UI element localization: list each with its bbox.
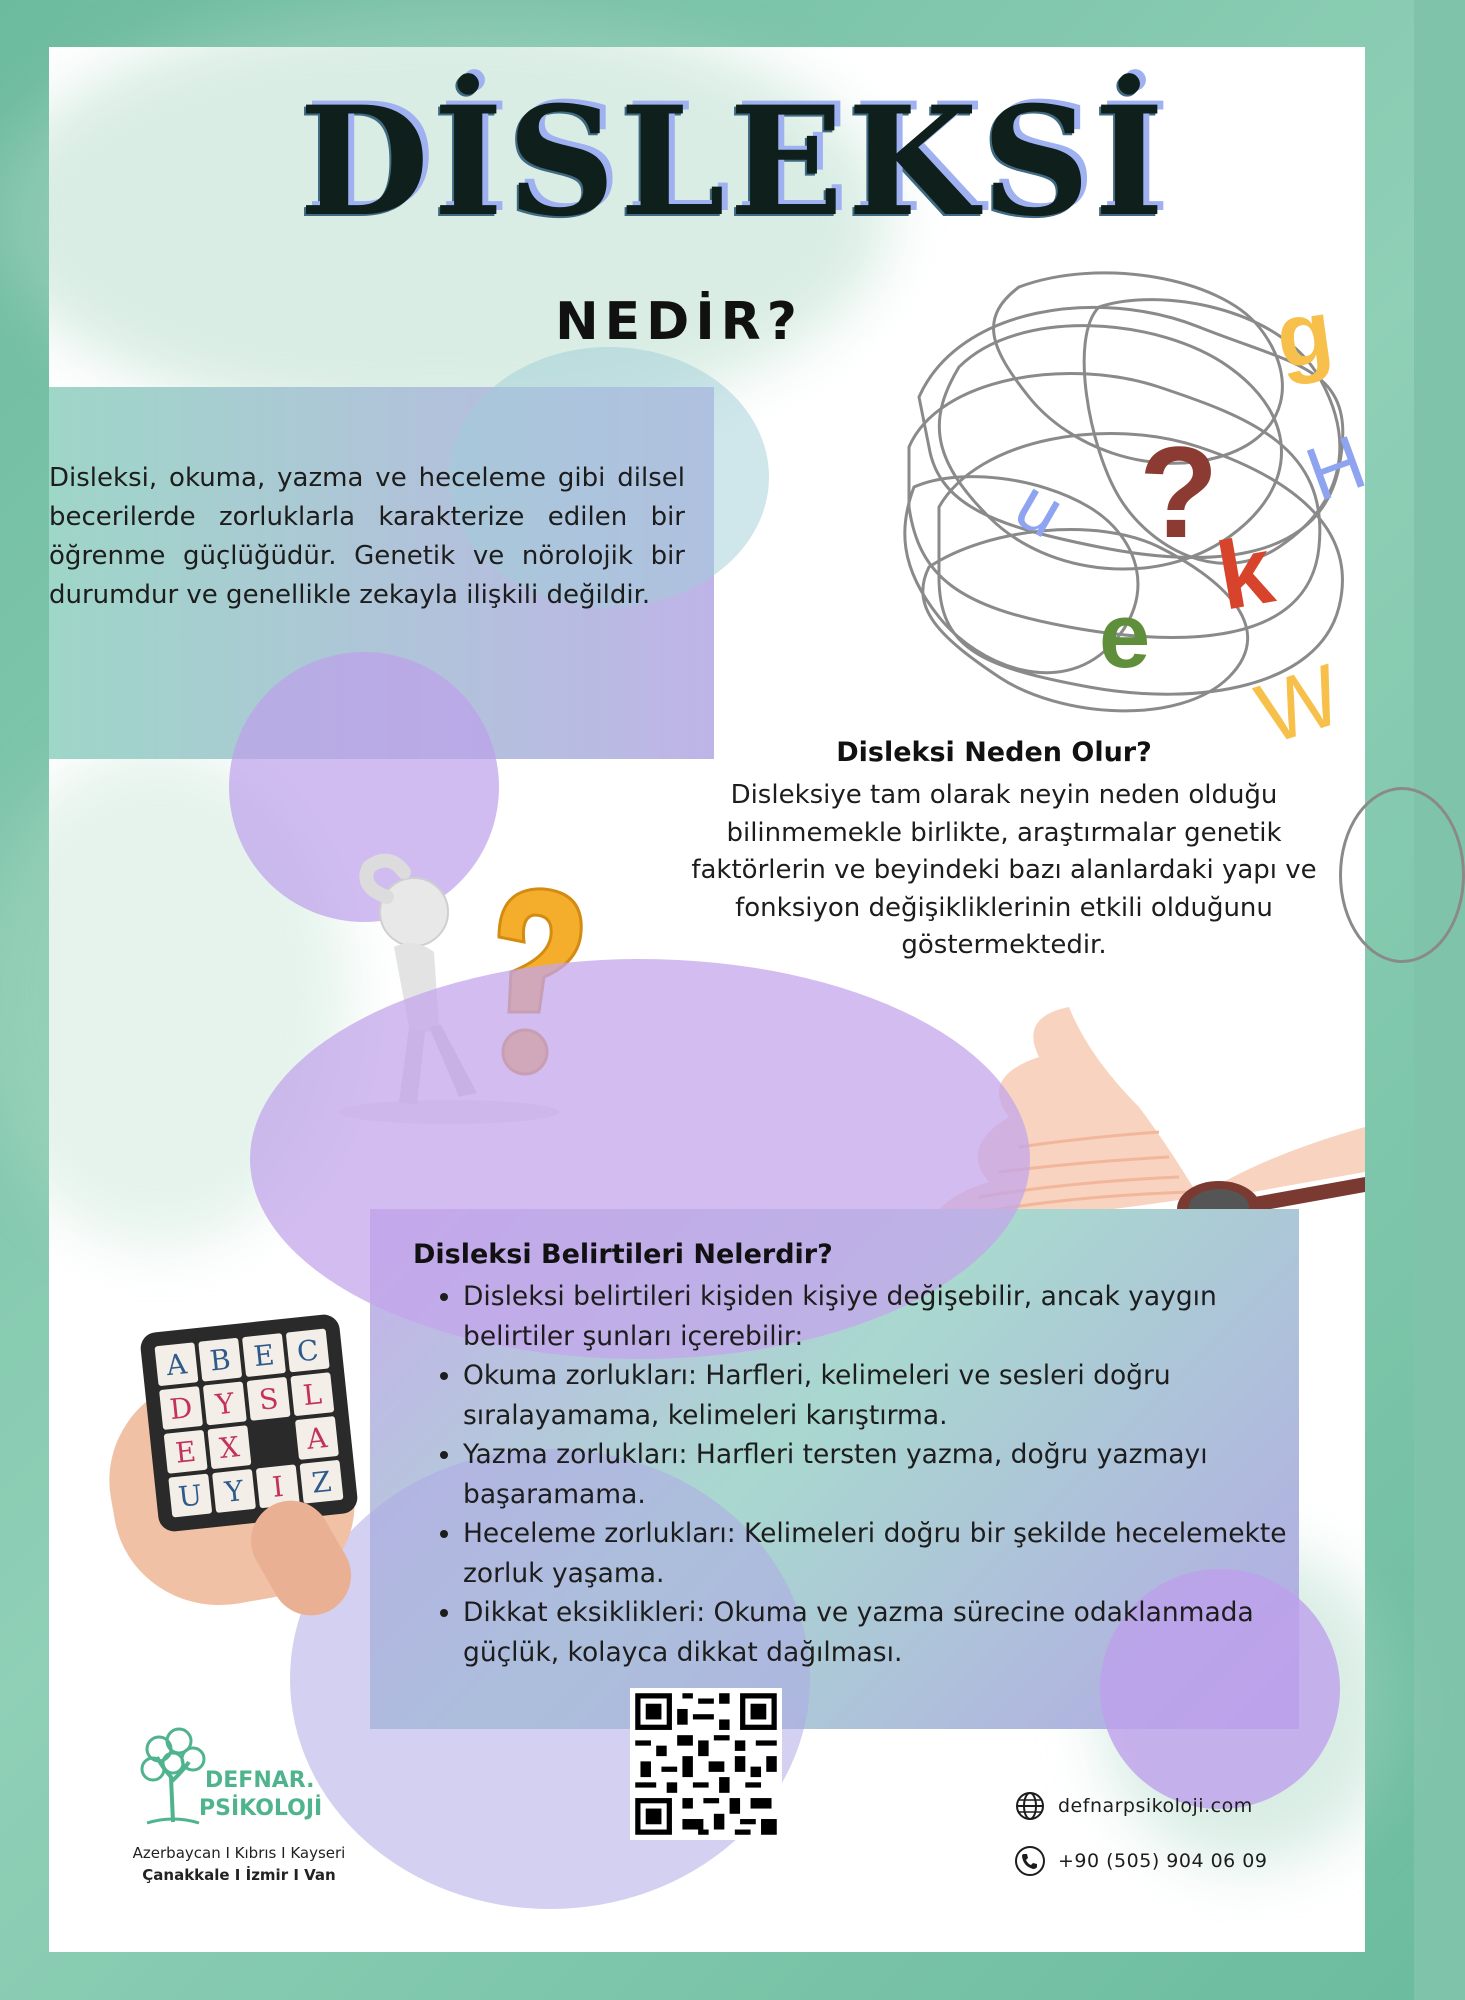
brand-line1: DEFNAR. (205, 1768, 315, 1793)
locations-line1: Azerbaycan I Kıbrıs I Kayseri (132, 1844, 346, 1862)
qr-code[interactable] (630, 1688, 782, 1840)
why-text: Disleksiye tam olarak neyin neden olduğu bilinmemekle birlikte, araştırmalar genetik faktörlerin ve beyindeki bazı alanlardaki yapı ve fonksiyon değişikliklerinin etkili olduğunu göstermektedir. (691, 780, 1317, 960)
puzzle-tile: L (290, 1372, 334, 1416)
list-item: • Heceleme zorlukları: Kelimeleri doğru bir şekilde hecelemekte zorluk yaşama. (463, 1514, 1323, 1593)
phone-row[interactable] (1014, 1844, 1267, 1878)
puzzle-tile: U (168, 1474, 212, 1518)
puzzle-tile: I (256, 1464, 300, 1508)
symptoms-list (413, 1277, 1323, 1672)
puzzle-tile: S (247, 1377, 291, 1421)
scribble-letter: k (1209, 516, 1281, 631)
website-row[interactable] (1014, 1789, 1253, 1823)
list-item: • Okuma zorlukları: Harfleri, kelimeleri ve sesleri doğru sıralayamama, kelimeleri karıştırma. (463, 1356, 1323, 1435)
puzzle-tile: A (295, 1416, 339, 1460)
puzzle-empty-slot (251, 1421, 295, 1465)
puzzle-tile: E (242, 1333, 286, 1377)
poster-subtitle: NEDİR? (555, 292, 803, 352)
intro-text: Disleksi, okuma, yazma ve heceleme gibi dilsel becerilerde zorluklarla karakterize edilen bir öğrenme güçlüğüdür. Genetik ve nörolojik bir durumdur ve genellikle zekayla ilişkili değildir. (49, 463, 685, 610)
puzzle-tile: A (154, 1342, 198, 1386)
puzzle-tile: Y (203, 1381, 247, 1425)
list-item: • Yazma zorlukları: Harfleri tersten yazma, doğru yazmayı başaramama. (463, 1435, 1323, 1514)
puzzle-tile: Y (212, 1469, 256, 1513)
brand-locations (109, 1842, 369, 1886)
brand-name (199, 1767, 322, 1823)
scribble-letter: u (1002, 463, 1078, 554)
phone-number[interactable]: +90 (505) 904 06 09 (1058, 1850, 1268, 1872)
locations-line2: Çanakkale I İzmir I Van (142, 1866, 336, 1884)
phone-icon (1014, 1845, 1046, 1877)
scribble-letter: H (1295, 419, 1377, 518)
sliding-puzzle-image (111, 1283, 376, 1638)
brand-line2: PSİKOLOJİ (199, 1796, 323, 1821)
symptoms-panel (370, 1209, 1299, 1729)
puzzle-tile: Z (300, 1460, 344, 1504)
list-item: • Dikkat eksiklikleri: Okuma ve yazma sürecine odaklanmada güçlük, kolayca dikkat dağılması. (463, 1593, 1323, 1672)
puzzle-tile: X (207, 1425, 251, 1469)
scribble-letter: ? (1139, 419, 1219, 565)
poster-sheet (49, 47, 1377, 1952)
poster-title: DİSLEKSİ (299, 74, 1169, 250)
list-item: • Disleksi belirtileri kişiden kişiye değişebilir, ancak yaygın belirtiler şunları içerebilir: (463, 1277, 1323, 1356)
puzzle-grid (154, 1328, 343, 1517)
scribble-letter: e (1099, 585, 1151, 687)
scribble-letter: W (1245, 646, 1353, 763)
why-heading: Disleksi Neden Olur? (836, 737, 1152, 768)
scribble-letter: g (1270, 281, 1339, 389)
puzzle-tile: D (159, 1386, 203, 1430)
globe-icon (1014, 1790, 1046, 1822)
intro-panel (49, 387, 714, 759)
symptoms-heading: Disleksi Belirtileri Nelerdir? (413, 1239, 833, 1270)
puzzle-tile: E (164, 1430, 208, 1474)
puzzle-board (139, 1313, 359, 1533)
puzzle-tile: C (286, 1328, 330, 1372)
decor-circle-outline (1339, 787, 1465, 963)
website-link[interactable]: defnarpsikoloji.com (1058, 1795, 1253, 1817)
puzzle-tile: B (198, 1338, 242, 1382)
